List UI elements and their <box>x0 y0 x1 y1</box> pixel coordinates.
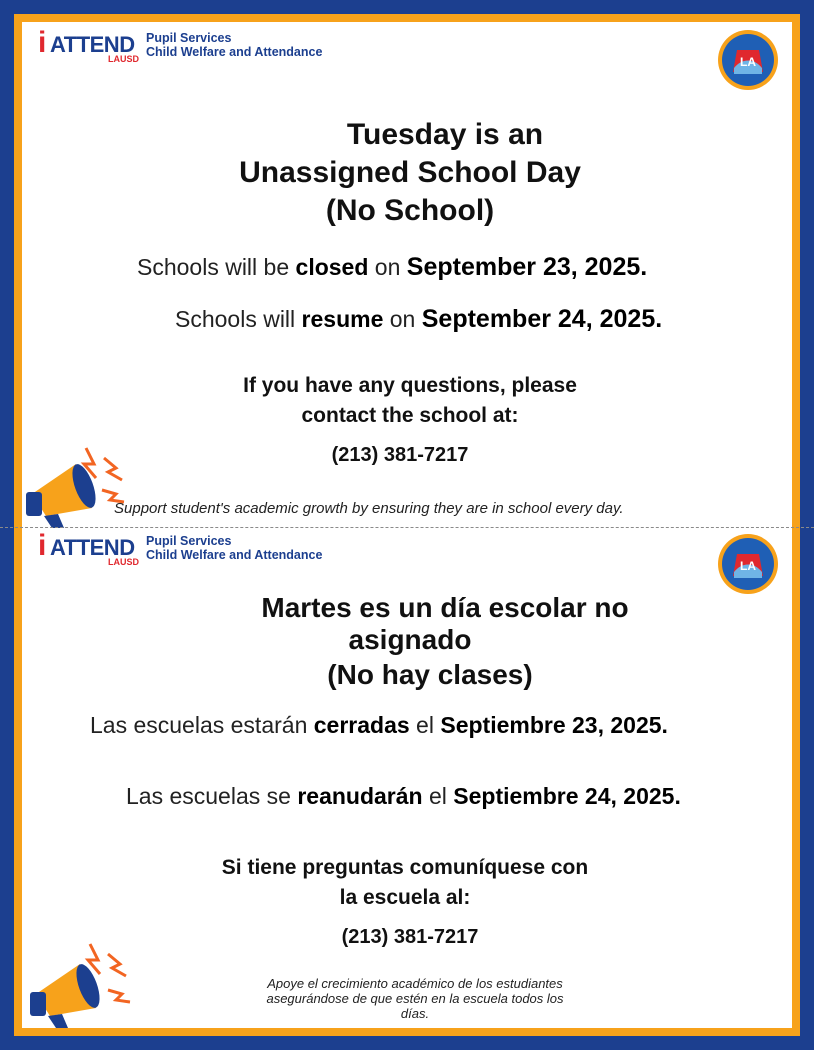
megaphone-icon <box>28 938 138 1033</box>
logo-i: i <box>38 26 47 59</box>
closed-post: on <box>368 254 407 280</box>
title-es-rest: es un día escolar no <box>351 592 629 623</box>
logo-lausd: LAUSD <box>108 54 139 64</box>
resume-bold: resume <box>301 306 384 332</box>
logo-lausd: LAUSD <box>108 557 139 567</box>
note-es-line-2: asegurándose de que estén en la escuela todos los <box>266 991 564 1006</box>
dept-line-2: Child Welfare and Attendance <box>146 45 323 59</box>
lausd-seal-icon <box>718 534 778 594</box>
resume-pre: Schools will <box>175 306 302 332</box>
resume-es-pre: Las escuelas se <box>126 783 298 809</box>
note-es-line-1: Apoye el crecimiento académico de los estudiantes <box>267 976 563 991</box>
logo-attend: ATTEND <box>50 32 135 57</box>
title-line-1 <box>300 118 590 152</box>
note-es-line-3: días. <box>400 1006 430 1021</box>
closed-es-pre: Las escuelas estarán <box>90 712 314 738</box>
resume-line <box>175 306 662 332</box>
title-day: Tuesday <box>346 118 467 151</box>
svg-text:LA: LA <box>740 55 756 69</box>
questions-line-2: contact the school at: <box>301 404 519 427</box>
closed-bold: closed <box>295 254 369 280</box>
title-es-line-2: asignado <box>348 624 472 655</box>
resume-es-bold: reanudarán <box>297 783 423 809</box>
logo-i: i <box>38 529 47 562</box>
title-es-line-1 <box>200 592 690 623</box>
title-line-2: Unassigned School Day <box>239 156 581 189</box>
svg-text:LA: LA <box>740 559 756 573</box>
cut-line-divider <box>0 527 814 528</box>
iattend-logo <box>38 28 358 64</box>
attendance-note-es <box>200 976 630 1021</box>
lausd-seal-icon <box>718 30 778 90</box>
resume-line-es <box>126 783 681 809</box>
questions-es-line-1: Si tiene preguntas comuníquese con <box>221 856 589 879</box>
title-es-line-3: (No hay clases) <box>327 659 533 690</box>
resume-date: September 24, 2025. <box>421 305 663 333</box>
dept-line-1: Pupil Services <box>146 31 232 45</box>
closed-line <box>137 254 647 280</box>
title-es-day: Martes <box>261 592 352 623</box>
logo-attend: ATTEND <box>50 535 135 560</box>
title-line-3: (No School) <box>325 194 495 227</box>
closed-es-date: Septiembre 23, 2025. <box>440 712 668 738</box>
attendance-note: Support student's academic growth by ensuring they are in school every day. <box>114 500 624 517</box>
dept-line-1: Pupil Services <box>146 534 232 548</box>
closed-pre: Schools will be <box>137 254 296 280</box>
resume-es-post: el <box>422 783 447 809</box>
phone-number: (213) 381-7217 <box>331 444 469 466</box>
questions-es-line-2: la escuela al: <box>339 886 471 909</box>
closed-line-es <box>90 712 668 738</box>
dept-line-2: Child Welfare and Attendance <box>146 548 323 562</box>
phone-number-es: (213) 381-7217 <box>341 926 479 948</box>
resume-es-date: Septiembre 24, 2025. <box>453 783 681 809</box>
closed-es-post: el <box>409 712 441 738</box>
iattend-logo-es <box>38 531 358 567</box>
closed-es-bold: cerradas <box>313 712 410 738</box>
title-rest: is an <box>466 118 544 151</box>
questions-line-1: If you have any questions, please <box>243 374 577 397</box>
closed-date: September 23, 2025. <box>406 253 648 281</box>
resume-post: on <box>383 306 416 332</box>
